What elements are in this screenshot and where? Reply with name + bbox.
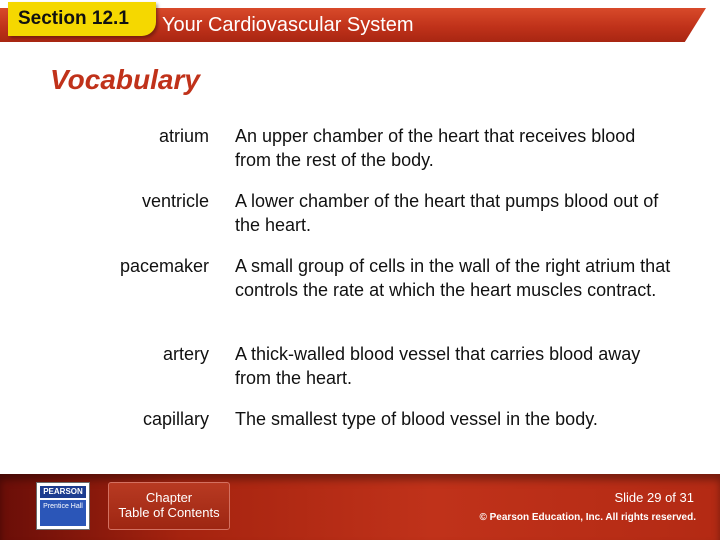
vocab-definition-artery: A thick-walled blood vessel that carries blood away from the heart. — [235, 344, 641, 388]
slide-footer — [0, 474, 720, 540]
vocab-term-ventricle: ventricle — [141, 191, 209, 211]
vocab-definition-capillary: The smallest type of blood vessel in the body. — [235, 409, 598, 429]
section-label: Section 12.1 — [18, 8, 129, 29]
pearson-logo — [36, 482, 90, 530]
vocab-term-atrium: atrium — [158, 126, 209, 146]
slide-number: Slide 29 of 31 — [614, 490, 694, 505]
chapter-toc-label-line2: Table of Contents — [118, 505, 220, 520]
page-title: Vocabulary — [50, 64, 200, 95]
vocab-definition-pacemaker: A small group of cells in the wall of the right atrium that controls the rate at which the heart muscles contract. — [235, 256, 671, 300]
logo-pearson-text: PEARSON — [40, 486, 86, 498]
header-title: Your Cardiovascular System — [162, 14, 414, 36]
vocab-term-artery: artery — [162, 344, 209, 364]
vocab-definition-ventricle: A lower chamber of the heart that pumps blood out of the heart. — [235, 191, 659, 235]
chapter-toc-label-line1: Chapter — [145, 490, 193, 505]
chapter-toc-button[interactable] — [108, 482, 230, 530]
vocab-definition-atrium: An upper chamber of the heart that receives blood from the rest of the body. — [235, 126, 636, 170]
vocab-term-pacemaker: pacemaker — [119, 256, 209, 276]
copyright-notice: © Pearson Education, Inc. All rights reserved. — [479, 512, 696, 523]
logo-prentice-hall-text: Prentice Hall — [40, 500, 86, 526]
vocab-term-capillary: capillary — [142, 409, 209, 429]
